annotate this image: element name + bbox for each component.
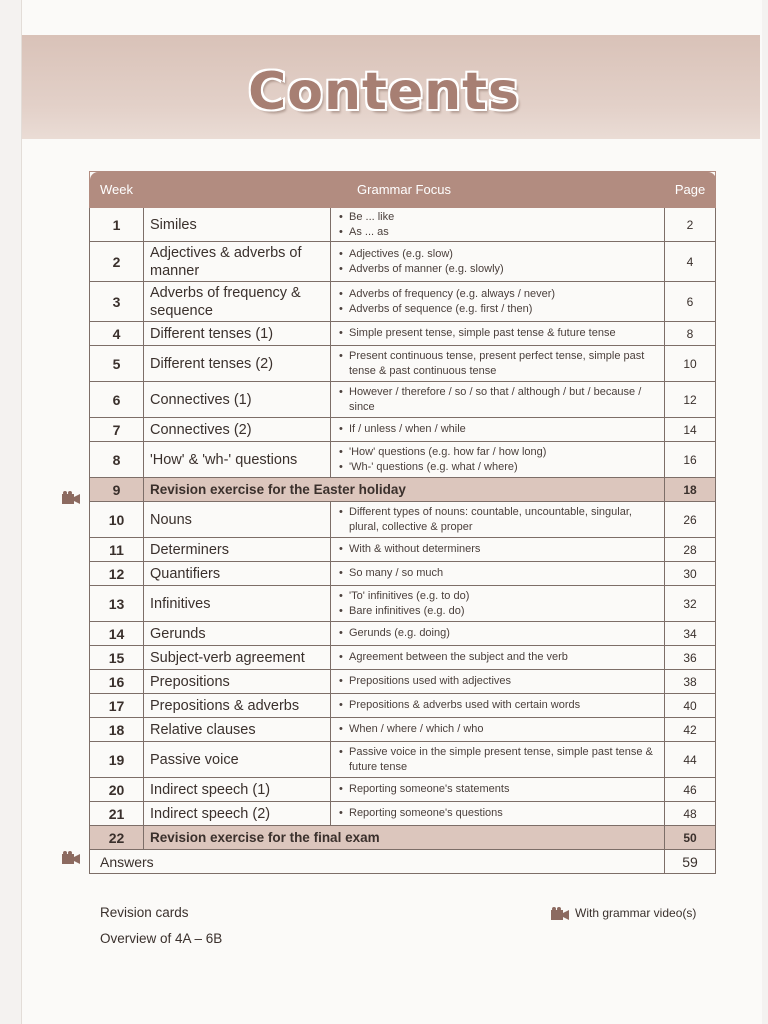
grammar-focus-cell (331, 502, 665, 538)
table-row (90, 670, 716, 694)
page-number: 12 (665, 382, 716, 418)
table-row (90, 502, 716, 538)
focus-bullet: • Adverbs of frequency (e.g. always / never) (349, 287, 658, 302)
grammar-focus-cell (331, 646, 665, 670)
grammar-focus-cell (331, 442, 665, 478)
focus-bullet: • Agreement between the subject and the verb (349, 650, 658, 665)
page-number: 42 (665, 718, 716, 742)
focus-bullet: • 'To' infinitives (e.g. to do) (349, 589, 658, 604)
focus-bullet: • Adjectives (e.g. slow) (349, 247, 658, 262)
legend-label: With grammar video(s) (575, 906, 697, 920)
table-row (90, 586, 716, 622)
grammar-focus-cell (331, 538, 665, 562)
table-row (90, 646, 716, 670)
table-row (90, 538, 716, 562)
focus-bullet: • Prepositions & adverbs used with certain words (349, 698, 658, 713)
week-number: 6 (90, 382, 144, 418)
table-row (90, 622, 716, 646)
table-row (90, 242, 716, 282)
week-number: 20 (90, 778, 144, 802)
grammar-focus-cell (331, 382, 665, 418)
week-number: 2 (90, 242, 144, 282)
page-number: 28 (665, 538, 716, 562)
focus-bullet: • Adverbs of manner (e.g. slowly) (349, 262, 658, 277)
page-number: 8 (665, 322, 716, 346)
focus-bullet: • Bare infinitives (e.g. do) (349, 604, 658, 619)
grammar-focus-cell (331, 346, 665, 382)
topic-cell: Determiners (144, 538, 331, 562)
focus-bullet: • As ... as (349, 225, 658, 240)
topic-cell: Infinitives (144, 586, 331, 622)
grammar-focus-cell (331, 718, 665, 742)
table-header-row (90, 172, 716, 208)
focus-bullet: • When / where / which / who (349, 722, 658, 737)
grammar-focus-cell (331, 622, 665, 646)
topic-cell: Passive voice (144, 742, 331, 778)
week-header: Week (90, 172, 144, 208)
grammar-focus-cell (331, 322, 665, 346)
table-row (90, 208, 716, 242)
answers-label: Answers (90, 850, 665, 874)
page-header: Page (665, 172, 716, 208)
topic-cell: Different tenses (2) (144, 346, 331, 382)
page-number: 26 (665, 502, 716, 538)
video-camera-icon (62, 491, 80, 505)
topic-cell: 'How' & 'wh-' questions (144, 442, 331, 478)
week-number: 8 (90, 442, 144, 478)
topic-cell: Prepositions & adverbs (144, 694, 331, 718)
topic-cell: Nouns (144, 502, 331, 538)
page-number: 10 (665, 346, 716, 382)
week-number: 11 (90, 538, 144, 562)
page-number: 40 (665, 694, 716, 718)
topic-cell: Adverbs of frequency & sequence (144, 282, 331, 322)
revision-cards-label: Revision cards (100, 905, 189, 920)
focus-bullet: • However / therefore / so / so that / although / but / because / since (349, 385, 658, 414)
focus-bullet: • Different types of nouns: countable, uncountable, singular, plural, collective & proper (349, 505, 658, 534)
contents-table (89, 171, 716, 874)
table-row (90, 382, 716, 418)
page-number: 59 (665, 850, 716, 874)
page-number: 50 (665, 826, 716, 850)
page-number: 14 (665, 418, 716, 442)
page-number: 2 (665, 208, 716, 242)
page-number: 32 (665, 586, 716, 622)
revision-row (90, 826, 716, 850)
page-number: 44 (665, 742, 716, 778)
topic-cell: Prepositions (144, 670, 331, 694)
topic-cell: Adjectives & adverbs of manner (144, 242, 331, 282)
revision-title: Revision exercise for the final exam (144, 826, 665, 850)
week-number: 9 (90, 478, 144, 502)
table-row (90, 322, 716, 346)
topic-cell: Indirect speech (2) (144, 802, 331, 826)
grammar-focus-cell (331, 282, 665, 322)
week-number: 12 (90, 562, 144, 586)
page-number: 30 (665, 562, 716, 586)
page-number: 38 (665, 670, 716, 694)
week-number: 21 (90, 802, 144, 826)
topic-cell: Different tenses (1) (144, 322, 331, 346)
grammar-focus-cell (331, 242, 665, 282)
week-number: 19 (90, 742, 144, 778)
topic-cell: Connectives (1) (144, 382, 331, 418)
focus-bullet: • 'How' questions (e.g. how far / how long) (349, 445, 658, 460)
table-row (90, 562, 716, 586)
legend (551, 906, 696, 921)
grammar-focus-cell (331, 418, 665, 442)
grammar-focus-cell (331, 670, 665, 694)
video-camera-icon (62, 851, 80, 865)
focus-bullet: • If / unless / when / while (349, 422, 658, 437)
table-row (90, 742, 716, 778)
page-number: 36 (665, 646, 716, 670)
focus-bullet: • Reporting someone's questions (349, 806, 658, 821)
topic-cell: Gerunds (144, 622, 331, 646)
table-row (90, 346, 716, 382)
topic-cell: Similes (144, 208, 331, 242)
revision-title: Revision exercise for the Easter holiday (144, 478, 665, 502)
table-row (90, 282, 716, 322)
table-row (90, 718, 716, 742)
week-number: 16 (90, 670, 144, 694)
week-number: 13 (90, 586, 144, 622)
focus-bullet: • Prepositions used with adjectives (349, 674, 658, 689)
week-number: 15 (90, 646, 144, 670)
week-number: 10 (90, 502, 144, 538)
grammar-focus-cell (331, 742, 665, 778)
focus-bullet: • 'Wh-' questions (e.g. what / where) (349, 460, 658, 475)
focus-bullet: • Gerunds (e.g. doing) (349, 626, 658, 641)
answers-row (90, 850, 716, 874)
page-number: 18 (665, 478, 716, 502)
grammar-focus-cell (331, 778, 665, 802)
table-row (90, 802, 716, 826)
page-title: Contents (248, 62, 520, 122)
focus-bullet: • With & without determiners (349, 542, 658, 557)
focus-bullet: • Adverbs of sequence (e.g. first / then) (349, 302, 658, 317)
topic-cell: Quantifiers (144, 562, 331, 586)
table-row (90, 442, 716, 478)
page-number: 16 (665, 442, 716, 478)
week-number: 4 (90, 322, 144, 346)
topic-cell: Relative clauses (144, 718, 331, 742)
page-number: 48 (665, 802, 716, 826)
focus-bullet: • Passive voice in the simple present tense, simple past tense & future tense (349, 745, 658, 774)
week-number: 22 (90, 826, 144, 850)
page-number: 6 (665, 282, 716, 322)
week-number: 1 (90, 208, 144, 242)
overview-label: Overview of 4A – 6B (100, 931, 223, 946)
week-number: 14 (90, 622, 144, 646)
video-camera-icon (551, 907, 569, 921)
table-row (90, 778, 716, 802)
page-number: 46 (665, 778, 716, 802)
grammar-focus-cell (331, 802, 665, 826)
topic-cell: Connectives (2) (144, 418, 331, 442)
grammar-focus-cell (331, 694, 665, 718)
grammar-focus-header: Grammar Focus (144, 172, 665, 208)
table-row (90, 694, 716, 718)
revision-row (90, 478, 716, 502)
week-number: 18 (90, 718, 144, 742)
week-number: 17 (90, 694, 144, 718)
topic-cell: Subject-verb agreement (144, 646, 331, 670)
grammar-focus-cell (331, 562, 665, 586)
topic-cell: Indirect speech (1) (144, 778, 331, 802)
week-number: 5 (90, 346, 144, 382)
grammar-focus-cell (331, 208, 665, 242)
focus-bullet: • Simple present tense, simple past tense & future tense (349, 326, 658, 341)
focus-bullet: • Be ... like (349, 210, 658, 225)
focus-bullet: • Present continuous tense, present perfect tense, simple past tense & past continuous tense (349, 349, 658, 378)
page-number: 34 (665, 622, 716, 646)
grammar-focus-cell (331, 586, 665, 622)
page-number: 4 (665, 242, 716, 282)
focus-bullet: • Reporting someone's statements (349, 782, 658, 797)
focus-bullet: • So many / so much (349, 566, 658, 581)
week-number: 3 (90, 282, 144, 322)
week-number: 7 (90, 418, 144, 442)
table-row (90, 418, 716, 442)
